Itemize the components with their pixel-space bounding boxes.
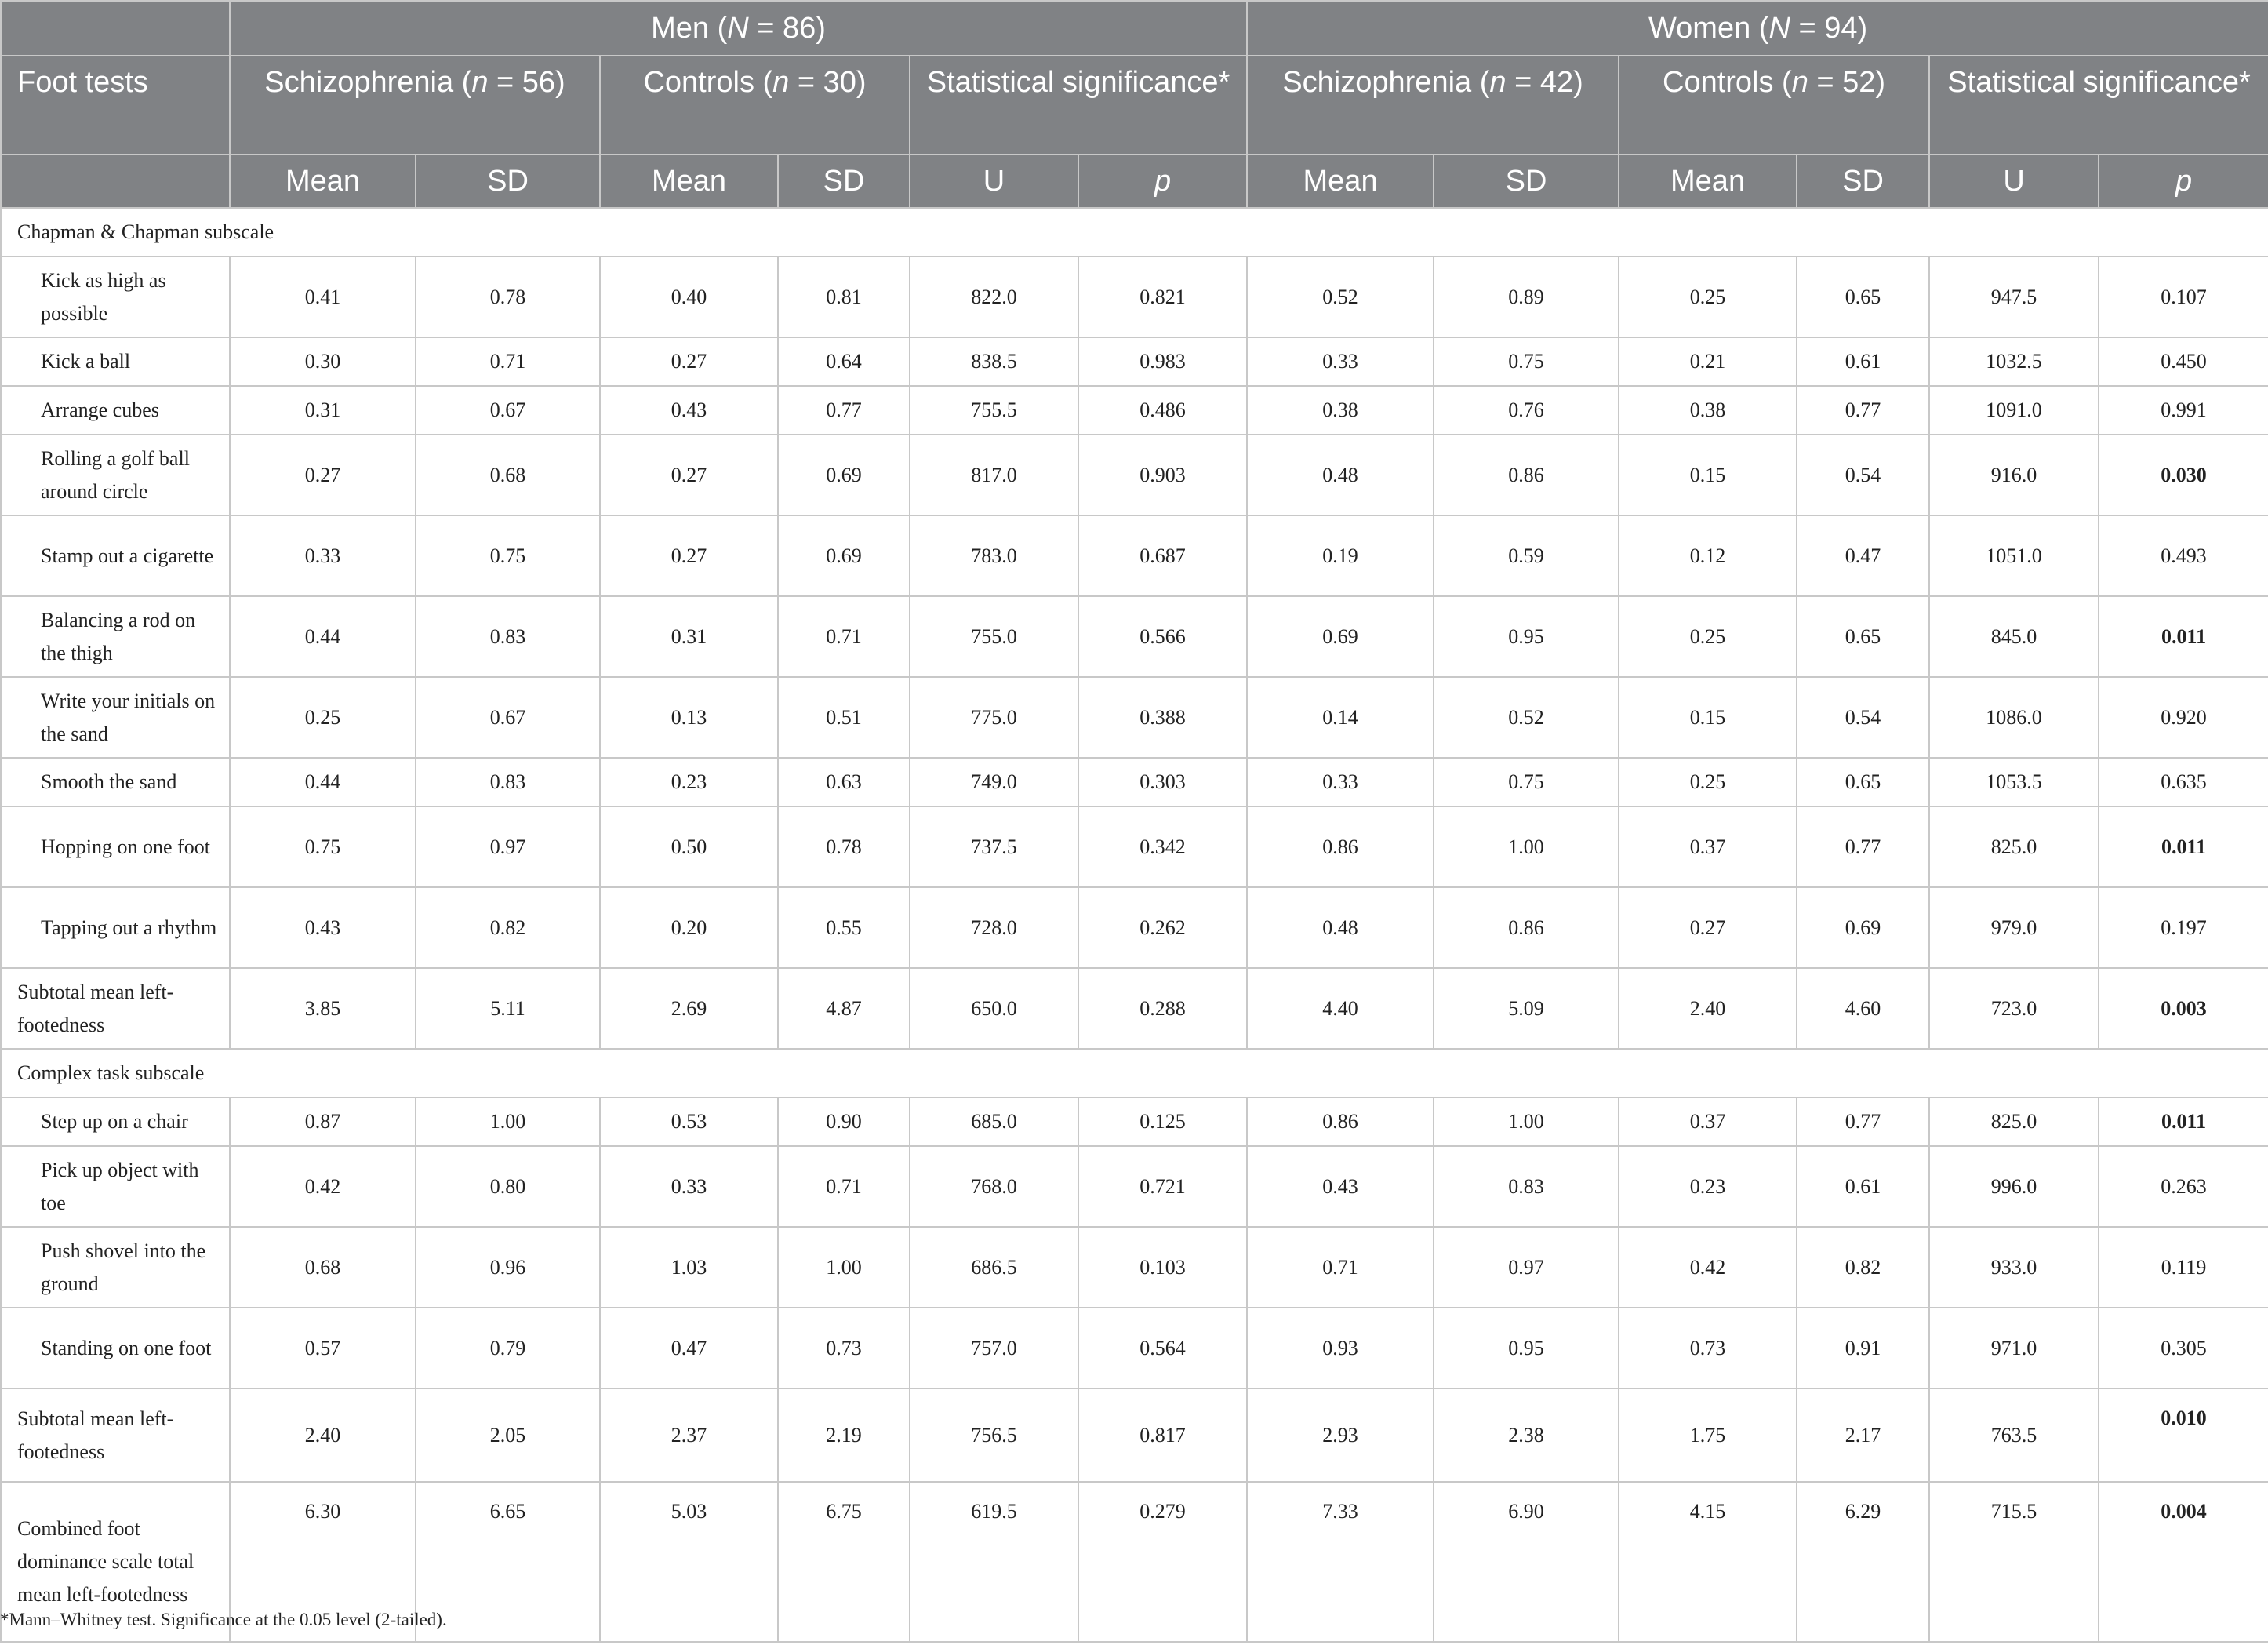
table-cell: 0.40 [600,257,778,337]
header-empty-cell [1,155,230,208]
table-cell: 0.86 [1434,887,1619,968]
row-label: Combined foot dominance scale total mean left-footedness [1,1482,230,1642]
table-cell: 7.33 [1247,1482,1434,1642]
table-cell: 0.25 [1619,257,1797,337]
header-group-controls-men: Controls (n = 30) [600,56,910,155]
row-label: Write your initials on the sand [1,677,230,758]
header-group-controls-women: Controls (n = 52) [1619,56,1929,155]
table-cell: 0.89 [1434,257,1619,337]
table-cell: 0.83 [1434,1146,1619,1227]
header-group-schizophrenia-women: Schizophrenia (n = 42) [1247,56,1619,155]
table-cell: 0.450 [2099,337,2268,386]
table-cell: 0.41 [230,257,416,337]
table-cell: 825.0 [1929,1097,2099,1146]
table-cell: 619.5 [910,1482,1078,1642]
table-row [1,887,2268,968]
table-cell: 0.30 [230,337,416,386]
table-cell: 5.09 [1434,968,1619,1049]
table-cell: 2.37 [600,1388,778,1482]
header-group-significance-men: Statistical significance* [910,56,1247,155]
table-cell: 1.00 [778,1227,910,1308]
table-row [1,968,2268,1049]
table-cell: 0.95 [1434,1308,1619,1388]
table-cell: 0.75 [230,806,416,887]
row-label: Step up on a chair [1,1097,230,1146]
table-cell: 0.33 [230,515,416,596]
header-foot-tests: Foot tests [1,56,230,155]
table-cell: 686.5 [910,1227,1078,1308]
table-footnote: *Mann–Whitney test. Significance at the 0.05 level (2-tailed). [0,1610,447,1629]
table-cell: 0.27 [600,515,778,596]
table-cell: 0.38 [1247,386,1434,435]
table-cell: 0.83 [416,758,600,806]
table-cell: 0.25 [230,677,416,758]
table-cell: 6.75 [778,1482,910,1642]
table-cell: 0.75 [1434,758,1619,806]
section-row [1,208,2268,257]
table-row [1,677,2268,758]
header-subcol-u: U [910,155,1078,208]
table-cell: 0.69 [1797,887,1929,968]
table-cell: 0.96 [416,1227,600,1308]
table-cell: 0.71 [416,337,600,386]
table-cell: 0.388 [1078,677,1247,758]
table-cell: 749.0 [910,758,1078,806]
table-cell: 0.80 [416,1146,600,1227]
table-cell: 0.279 [1078,1482,1247,1642]
table-cell: 768.0 [910,1146,1078,1227]
table-cell: 0.12 [1619,515,1797,596]
table-cell: 0.486 [1078,386,1247,435]
table-cell: 0.68 [416,435,600,515]
table-cell: 0.288 [1078,968,1247,1049]
table-cell: 1051.0 [1929,515,2099,596]
table-cell: 0.030 [2099,435,2268,515]
table-cell: 4.40 [1247,968,1434,1049]
table-cell: 0.97 [416,806,600,887]
row-label: Push shovel into the ground [1,1227,230,1308]
table-cell: 0.31 [230,386,416,435]
table-cell: 838.5 [910,337,1078,386]
table-cell: 0.78 [778,806,910,887]
table-cell: 0.97 [1434,1227,1619,1308]
row-label: Arrange cubes [1,386,230,435]
row-label: Subtotal mean left-footedness [1,968,230,1049]
table-cell: 0.86 [1247,806,1434,887]
table-cell: 0.77 [1797,386,1929,435]
table-cell: 0.69 [1247,596,1434,677]
table-cell: 763.5 [1929,1388,2099,1482]
table-cell: 0.65 [1797,758,1929,806]
row-label: Standing on one foot [1,1308,230,1388]
table-cell: 979.0 [1929,887,2099,968]
table-cell: 737.5 [910,806,1078,887]
table-cell: 0.90 [778,1097,910,1146]
table-cell: 0.86 [1434,435,1619,515]
table-cell: 0.125 [1078,1097,1247,1146]
table-row [1,1227,2268,1308]
row-label: Kick a ball [1,337,230,386]
table-cell: 0.493 [2099,515,2268,596]
table-cell: 783.0 [910,515,1078,596]
table-cell: 0.65 [1797,596,1929,677]
table-cell: 1.03 [600,1227,778,1308]
table-cell: 0.564 [1078,1308,1247,1388]
table-cell: 0.920 [2099,677,2268,758]
header-men: Men (N = 86) [230,1,1247,56]
table-cell: 0.44 [230,596,416,677]
table-cell: 0.43 [230,887,416,968]
section-label: Complex task subscale [1,1049,2268,1097]
table-cell: 0.59 [1434,515,1619,596]
table-row [1,596,2268,677]
table-cell: 0.47 [1797,515,1929,596]
table-cell: 715.5 [1929,1482,2099,1642]
table-cell: 0.52 [1247,257,1434,337]
table-cell: 0.20 [600,887,778,968]
table-cell: 775.0 [910,677,1078,758]
table-cell: 0.903 [1078,435,1247,515]
table-cell: 0.004 [2099,1482,2268,1642]
row-label: Smooth the sand [1,758,230,806]
section-row [1,1049,2268,1097]
table-cell: 0.93 [1247,1308,1434,1388]
table-row [1,806,2268,887]
table-cell: 0.37 [1619,1097,1797,1146]
table-cell: 0.13 [600,677,778,758]
header-subcol-mean: Mean [230,155,416,208]
table-row [1,1388,2268,1482]
table-cell: 5.11 [416,968,600,1049]
table-row [1,1146,2268,1227]
table-cell: 0.61 [1797,337,1929,386]
table-row [1,386,2268,435]
table-cell: 0.817 [1078,1388,1247,1482]
table-cell: 0.635 [2099,758,2268,806]
row-label: Stamp out a cigarette [1,515,230,596]
table-cell: 825.0 [1929,806,2099,887]
header-women: Women (N = 94) [1247,1,2268,56]
table-cell: 0.87 [230,1097,416,1146]
table-cell: 0.71 [1247,1227,1434,1308]
table-cell: 2.19 [778,1388,910,1482]
table-row [1,515,2268,596]
table-cell: 0.69 [778,515,910,596]
table-cell: 0.15 [1619,677,1797,758]
table-cell: 0.71 [778,1146,910,1227]
header-subcol-sd: SD [1797,155,1929,208]
table-cell: 0.25 [1619,596,1797,677]
header-subcol-sd: SD [778,155,910,208]
table-cell: 0.27 [600,435,778,515]
table-cell: 0.53 [600,1097,778,1146]
header-subcol-sd: SD [1434,155,1619,208]
table-cell: 0.33 [1247,758,1434,806]
table-cell: 2.38 [1434,1388,1619,1482]
table-cell: 0.14 [1247,677,1434,758]
row-label: Hopping on one foot [1,806,230,887]
table-cell: 0.61 [1797,1146,1929,1227]
table-cell: 0.67 [416,677,600,758]
table-cell: 0.42 [1619,1227,1797,1308]
table-cell: 723.0 [1929,968,2099,1049]
table-cell: 1053.5 [1929,758,2099,806]
header-group-significance-women: Statistical significance* [1929,56,2268,155]
table-cell: 0.54 [1797,435,1929,515]
table-cell: 0.68 [230,1227,416,1308]
table-cell: 0.15 [1619,435,1797,515]
table-cell: 0.50 [600,806,778,887]
table-cell: 6.29 [1797,1482,1929,1642]
table-cell: 0.81 [778,257,910,337]
table-cell: 0.011 [2099,596,2268,677]
row-label: Tapping out a rhythm [1,887,230,968]
table-cell: 0.73 [778,1308,910,1388]
table-cell: 0.75 [1434,337,1619,386]
table-cell: 0.010 [2099,1388,2268,1482]
table-cell: 0.82 [416,887,600,968]
table-cell: 650.0 [910,968,1078,1049]
table-cell: 0.821 [1078,257,1247,337]
table-cell: 756.5 [910,1388,1078,1482]
table-cell: 0.37 [1619,806,1797,887]
table-cell: 0.103 [1078,1227,1247,1308]
row-label: Pick up object with toe [1,1146,230,1227]
table-cell: 0.95 [1434,596,1619,677]
table-cell: 1.75 [1619,1388,1797,1482]
table-cell: 2.17 [1797,1388,1929,1482]
row-label: Balancing a rod on the thigh [1,596,230,677]
table-cell: 0.47 [600,1308,778,1388]
table-row [1,337,2268,386]
table-cell: 0.262 [1078,887,1247,968]
table-cell: 0.33 [600,1146,778,1227]
table-cell: 0.38 [1619,386,1797,435]
table-cell: 5.03 [600,1482,778,1642]
table-cell: 971.0 [1929,1308,2099,1388]
table-cell: 0.48 [1247,887,1434,968]
table-cell: 0.011 [2099,806,2268,887]
table-cell: 0.64 [778,337,910,386]
table-cell: 0.54 [1797,677,1929,758]
table-cell: 4.15 [1619,1482,1797,1642]
table-cell: 685.0 [910,1097,1078,1146]
table-cell: 6.65 [416,1482,600,1642]
table-cell: 0.79 [416,1308,600,1388]
table-cell: 6.90 [1434,1482,1619,1642]
table-cell: 0.27 [600,337,778,386]
header-row-sex [1,1,2268,56]
table-cell: 2.40 [230,1388,416,1482]
table-cell: 0.687 [1078,515,1247,596]
row-label: Rolling a golf ball around circle [1,435,230,515]
table-cell: 2.93 [1247,1388,1434,1482]
table-cell: 0.119 [2099,1227,2268,1308]
table-cell: 0.51 [778,677,910,758]
table-cell: 0.003 [2099,968,2268,1049]
table-cell: 0.63 [778,758,910,806]
row-label: Subtotal mean left-footedness [1,1388,230,1482]
table-row [1,1308,2268,1388]
table-cell: 2.05 [416,1388,600,1482]
table-cell: 0.27 [230,435,416,515]
table-cell: 0.983 [1078,337,1247,386]
header-subcol-p: p [2099,155,2268,208]
table-cell: 0.65 [1797,257,1929,337]
table-cell: 0.71 [778,596,910,677]
table-cell: 933.0 [1929,1227,2099,1308]
table-cell: 755.0 [910,596,1078,677]
table-row [1,435,2268,515]
table-cell: 0.566 [1078,596,1247,677]
table-row [1,257,2268,337]
table-cell: 4.87 [778,968,910,1049]
table-body [1,208,2268,1642]
table-cell: 822.0 [910,257,1078,337]
table-cell: 0.83 [416,596,600,677]
table-cell: 0.78 [416,257,600,337]
table-cell: 0.23 [1619,1146,1797,1227]
table-row [1,1097,2268,1146]
table-cell: 0.23 [600,758,778,806]
table-cell: 0.77 [1797,1097,1929,1146]
table-cell: 728.0 [910,887,1078,968]
header-empty-cell [1,1,230,56]
table-cell: 0.77 [778,386,910,435]
table-cell: 0.33 [1247,337,1434,386]
table-cell: 0.263 [2099,1146,2268,1227]
table-cell: 0.44 [230,758,416,806]
table-cell: 0.303 [1078,758,1247,806]
table-cell: 6.30 [230,1482,416,1642]
table-cell: 0.011 [2099,1097,2268,1146]
table-cell: 1.00 [1434,806,1619,887]
table-cell: 0.42 [230,1146,416,1227]
table-cell: 0.73 [1619,1308,1797,1388]
table-cell: 845.0 [1929,596,2099,677]
table-cell: 0.305 [2099,1308,2268,1388]
table-cell: 0.91 [1797,1308,1929,1388]
table-cell: 755.5 [910,386,1078,435]
table-cell: 757.0 [910,1308,1078,1388]
header-subcol-mean: Mean [1247,155,1434,208]
table-cell: 0.77 [1797,806,1929,887]
table-cell: 0.342 [1078,806,1247,887]
table-row [1,758,2268,806]
table-cell: 0.25 [1619,758,1797,806]
table-cell: 3.85 [230,968,416,1049]
table-cell: 2.69 [600,968,778,1049]
table-cell: 0.19 [1247,515,1434,596]
header-subcol-p: p [1078,155,1247,208]
table-cell: 1032.5 [1929,337,2099,386]
table-cell: 817.0 [910,435,1078,515]
table-cell: 996.0 [1929,1146,2099,1227]
table-cell: 0.43 [600,386,778,435]
table-cell: 0.82 [1797,1227,1929,1308]
table-cell: 0.57 [230,1308,416,1388]
table-cell: 0.991 [2099,386,2268,435]
header-row-groups [1,56,2268,155]
table-cell: 0.75 [416,515,600,596]
row-label: Kick as high as possible [1,257,230,337]
header-subcol-sd: SD [416,155,600,208]
table-cell: 0.21 [1619,337,1797,386]
table-cell: 4.60 [1797,968,1929,1049]
table-cell: 0.55 [778,887,910,968]
table-cell: 0.43 [1247,1146,1434,1227]
header-subcol-mean: Mean [600,155,778,208]
table-cell: 0.31 [600,596,778,677]
header-row-subcolumns [1,155,2268,208]
table-cell: 0.48 [1247,435,1434,515]
header-group-schizophrenia-men: Schizophrenia (n = 56) [230,56,600,155]
table-cell: 1.00 [1434,1097,1619,1146]
table-cell: 0.76 [1434,386,1619,435]
table-cell: 2.40 [1619,968,1797,1049]
table-cell: 0.107 [2099,257,2268,337]
table-cell: 0.197 [2099,887,2268,968]
header-subcol-u: U [1929,155,2099,208]
table-cell: 0.86 [1247,1097,1434,1146]
table-cell: 0.67 [416,386,600,435]
table-cell: 0.69 [778,435,910,515]
table-cell: 1086.0 [1929,677,2099,758]
table-cell: 947.5 [1929,257,2099,337]
table-cell: 1.00 [416,1097,600,1146]
table-cell: 1091.0 [1929,386,2099,435]
section-label: Chapman & Chapman subscale [1,208,2268,257]
table-cell: 0.52 [1434,677,1619,758]
table-cell: 0.721 [1078,1146,1247,1227]
header-subcol-mean: Mean [1619,155,1797,208]
table-cell: 916.0 [1929,435,2099,515]
table-cell: 0.27 [1619,887,1797,968]
